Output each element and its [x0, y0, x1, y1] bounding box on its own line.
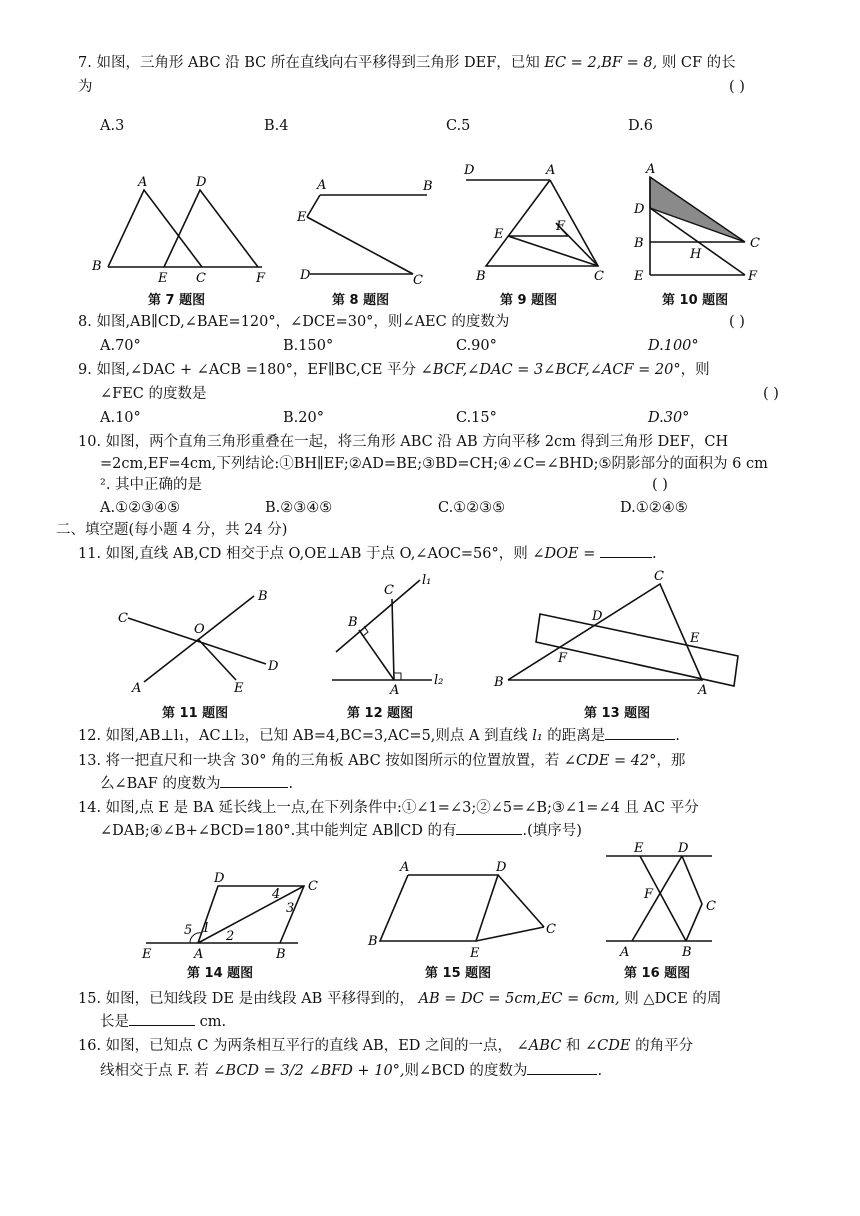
label-A: A	[400, 860, 410, 875]
q7-option-c: C.5	[446, 118, 471, 134]
q11-line	[78, 543, 657, 565]
label-D: D	[496, 860, 507, 875]
label-E: E	[634, 841, 644, 856]
label-D: D	[196, 175, 207, 190]
label-C: C	[594, 269, 604, 284]
q14-end: .(填序号)	[522, 823, 582, 839]
q13-answer-blank[interactable]	[220, 773, 288, 788]
q10-option-b: B.②③④⑤	[265, 500, 333, 516]
label-F: F	[748, 269, 758, 284]
label-B: B	[682, 945, 692, 960]
q16-tail2: 则∠BCD 的度数为	[404, 1063, 528, 1079]
q7-answer-paren: ( )	[729, 79, 745, 95]
label-B: B	[276, 947, 286, 962]
caption-fig14: 第 14 题图	[187, 966, 254, 981]
q10-line1: 10. 如图，两个直角三角形重叠在一起，将三角形 ABC 沿 AB 方向平移 2cm 得到三角形 DEF，CH	[78, 434, 729, 450]
q15-text2: 长是	[100, 1014, 129, 1030]
q8-answer-paren: ( )	[729, 314, 745, 330]
q7-line2: 为	[78, 79, 93, 95]
q9-option-c: C.15°	[456, 410, 497, 426]
label-E: E	[494, 227, 504, 242]
label-A: A	[620, 945, 630, 960]
label-C: C	[118, 611, 128, 626]
q10-line2: =2cm,EF=4cm,下列结论:①BH∥EF;②AD=BE;③BD=CH;④∠C=∠BHD;⑤阴影部分的面积为 6 cm	[100, 456, 768, 472]
caption-fig15: 第 15 题图	[425, 966, 492, 981]
q11-answer-blank[interactable]	[600, 543, 652, 558]
label-B: B	[368, 934, 378, 949]
q9-option-b: B.20°	[283, 410, 324, 426]
q7-option-b: B.4	[264, 118, 289, 134]
label-C: C	[706, 899, 716, 914]
q7-math: EC = 2,BF = 8,	[544, 55, 658, 71]
q16-mid: 和	[565, 1038, 581, 1054]
figure-16	[600, 838, 730, 960]
q11-text: 11. 如图,直线 AB,CD 相交于点 O,OE⊥AB 于点 O,∠AOC=56°，则	[78, 546, 528, 562]
label-E: E	[297, 210, 307, 225]
label-A: A	[317, 178, 327, 193]
label-A: A	[698, 683, 708, 698]
label-B: B	[476, 269, 486, 284]
figure-8	[295, 175, 440, 288]
q9-math: ∠BCF,∠DAC = 3∠BCF,∠ACF = 20°	[420, 362, 681, 378]
label-D: D	[634, 202, 645, 217]
label-B: B	[634, 236, 644, 251]
label-C: C	[384, 583, 394, 598]
label-A: A	[138, 175, 148, 190]
label-C: C	[308, 879, 318, 894]
label-B: B	[92, 259, 102, 274]
q9-text: 9. 如图,∠DAC + ∠ACB =180°，EF∥BC,CE 平分	[78, 362, 417, 378]
label-B: B	[348, 615, 358, 630]
caption-fig16: 第 16 题图	[624, 966, 691, 981]
q7-option-d: D.6	[628, 118, 653, 134]
label-D: D	[214, 871, 225, 886]
label-4: 4	[272, 887, 281, 902]
q9-tail: ，则	[680, 362, 710, 378]
caption-fig10: 第 10 题图	[662, 293, 729, 308]
q10-option-d: D.①②④⑤	[620, 500, 688, 516]
q16-math-fraction: ∠BCD = 3/2 ∠BFD + 10°,	[213, 1063, 405, 1079]
label-A: A	[194, 947, 204, 962]
caption-fig8: 第 8 题图	[332, 293, 390, 308]
label-A: A	[646, 162, 656, 177]
q16-end: .	[597, 1063, 603, 1079]
q13-text: 13. 将一把直尺和一块含 30° 角的三角板 ABC 按如图所示的位置放置，若	[78, 753, 560, 769]
label-l1: l₁	[422, 573, 432, 588]
q8-text: 8. 如图,AB∥CD,∠BAE=120°，∠DCE=30°，则∠AEC 的度数为	[78, 314, 510, 330]
q8-option-a: A.70°	[100, 338, 141, 354]
figure-10	[630, 160, 770, 285]
q8-option-b: B.150°	[283, 338, 334, 354]
figure-14	[138, 860, 338, 960]
label-5: 5	[184, 923, 193, 938]
figure-12	[322, 572, 462, 698]
figure-15	[366, 855, 566, 960]
label-F: F	[556, 219, 566, 234]
q14-text2: ∠DAB;④∠B+∠BCD=180°.其中能判定 AB∥CD 的有	[100, 823, 457, 839]
q12-line	[78, 725, 680, 747]
label-E: E	[470, 946, 480, 961]
q10-option-c: C.①②③⑤	[438, 500, 506, 516]
label-E: E	[634, 269, 644, 284]
label-D: D	[464, 163, 475, 178]
q16-tail: 的角平分	[635, 1038, 694, 1054]
q9-option-d: D.30°	[648, 410, 690, 426]
q16-math2: ∠CDE	[585, 1038, 631, 1054]
q9-answer-paren: ( )	[763, 386, 779, 402]
label-E: E	[142, 947, 152, 962]
figure-11	[112, 580, 292, 698]
label-F: F	[558, 651, 568, 666]
q12-answer-blank[interactable]	[605, 725, 675, 740]
label-B: B	[258, 589, 268, 604]
q16-line2	[100, 1060, 602, 1082]
q15-text: 15. 如图，已知线段 DE 是由线段 AB 平移得到的，	[78, 991, 414, 1007]
label-C: C	[654, 569, 664, 584]
q9-option-a: A.10°	[100, 410, 141, 426]
q15-unit: cm.	[199, 1014, 227, 1030]
label-C: C	[196, 271, 206, 286]
q7-tail: 则 CF 的长	[661, 55, 736, 71]
caption-fig12: 第 12 题图	[347, 706, 414, 721]
caption-fig13: 第 13 题图	[584, 706, 651, 721]
q12-end: .	[675, 728, 680, 744]
q16-line1	[78, 1035, 693, 1057]
q11-end: .	[652, 546, 657, 562]
q10-line3: ². 其中正确的是	[100, 477, 203, 493]
label-3: 3	[286, 901, 295, 916]
q12-text: 12. 如图,AB⊥l₁，AC⊥l₂，已知 AB=4,BC=3,AC=5,则点 A 到直线	[78, 728, 528, 744]
q14-line2	[100, 820, 582, 842]
label-C: C	[750, 236, 760, 251]
label-l2: l₂	[434, 673, 444, 688]
label-A: A	[132, 681, 142, 696]
label-D: D	[592, 609, 603, 624]
label-1: 1	[202, 921, 211, 936]
label-O: O	[194, 622, 205, 637]
q8-option-d: D.100°	[648, 338, 699, 354]
q7-option-a: A.3	[100, 118, 125, 134]
label-E: E	[690, 631, 700, 646]
q13-text2: 么∠BAF 的度数为	[100, 776, 221, 792]
q13-line1	[78, 750, 685, 772]
label-E: E	[158, 271, 168, 286]
q15-tail: 则 △DCE 的周	[624, 991, 722, 1007]
q13-math: ∠CDE = 42°	[563, 753, 657, 769]
label-A: A	[546, 163, 556, 178]
q8-option-c: C.90°	[456, 338, 497, 354]
q15-line1	[78, 988, 721, 1010]
figure-13	[488, 566, 753, 696]
q15-line2	[100, 1011, 226, 1033]
label-A: A	[390, 683, 400, 698]
label-C: C	[546, 922, 556, 937]
q10-option-a: A.①②③④⑤	[100, 500, 181, 516]
caption-fig9: 第 9 题图	[500, 293, 558, 308]
figure-7	[90, 170, 280, 285]
label-B: B	[423, 179, 433, 194]
q13-end: .	[288, 776, 294, 792]
label-F: F	[644, 887, 654, 902]
q16-answer-blank[interactable]	[527, 1060, 597, 1075]
q9-line2: ∠FEC 的度数是	[100, 386, 207, 402]
section-heading: 二、填空题(每小题 4 分，共 24 分)	[56, 522, 288, 538]
q13-tail: ，那	[656, 753, 686, 769]
figure-9	[460, 160, 610, 285]
caption-fig7: 第 7 题图	[148, 293, 206, 308]
label-D: D	[678, 841, 689, 856]
q16-text: 16. 如图，已知点 C 为两条相互平行的直线 AB，ED 之间的一点，	[78, 1038, 513, 1054]
q14-line1: 14. 如图,点 E 是 BA 延长线上一点,在下列条件中:①∠1=∠3;②∠5=∠B;③∠1=∠4 且 AC 平分	[78, 800, 699, 816]
q10-answer-paren: ( )	[652, 477, 668, 493]
q16-text2: 线相交于点 F. 若	[100, 1063, 209, 1079]
q16-math1: ∠ABC	[516, 1038, 562, 1054]
label-H: H	[690, 247, 702, 262]
caption-fig11: 第 11 题图	[162, 706, 229, 721]
label-D: D	[300, 268, 311, 283]
q15-answer-blank[interactable]	[129, 1011, 195, 1026]
q7-text: 7. 如图，三角形 ABC 沿 BC 所在直线向右平移得到三角形 DEF，已知	[78, 55, 540, 71]
label-B: B	[494, 675, 504, 690]
q15-math: AB = DC = 5cm,EC = 6cm,	[418, 991, 620, 1007]
label-C: C	[413, 273, 423, 288]
label-D: D	[268, 659, 279, 674]
q14-answer-blank[interactable]	[456, 820, 522, 835]
label-F: F	[256, 271, 266, 286]
label-2: 2	[226, 929, 235, 944]
q12-tail: 的距离是	[547, 728, 606, 744]
label-E: E	[234, 681, 244, 696]
q12-math: l₁	[532, 728, 543, 744]
q13-line2	[100, 773, 293, 795]
q7-line1	[78, 52, 736, 74]
q11-math: ∠DOE =	[532, 546, 596, 562]
q9-line1	[78, 359, 710, 381]
